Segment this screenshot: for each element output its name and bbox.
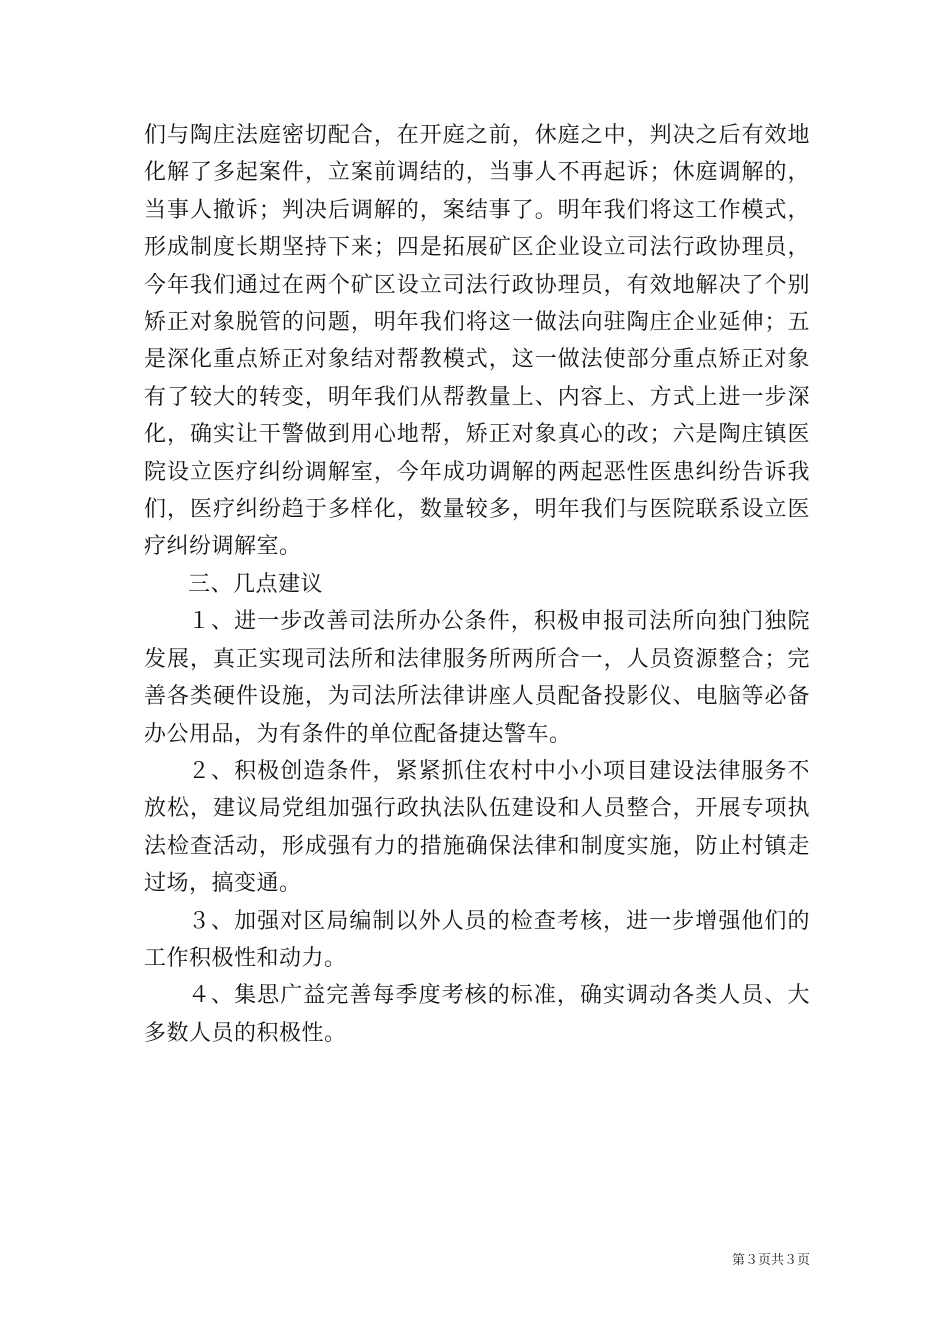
- paragraph-continuation: 们与陶庄法庭密切配合，在开庭之前，休庭之中，判决之后有效地化解了多起案件，立案前调结的，当事人不再起诉；休庭调解的，当事人撤诉；判决后调解的，案结事了。明年我们将这工作模式，形成制度长期坚持下来；四是拓展矿区企业设立司法行政协理员，今年我们通过在两个矿区设立司法行政协理员，有效地解决了个别矫正对象脱管的问题，明年我们将这一做法向驻陶庄企业延伸；五是深化重点矫正对象结对帮教模式，这一做法使部分重点矫正对象有了较大的转变，明年我们从帮教量上、内容上、方式上进一步深化，确实让干警做到用心地帮，矫正对象真心的改；六是陶庄镇医院设立医疗纠纷调解室，今年成功调解的两起恶性医患纠纷告诉我们，医疗纠纷趋于多样化，数量较多，明年我们与医院联系设立医疗纠纷调解室。: [144, 123, 810, 560]
- page-number: 第３页共３页: [731, 1253, 810, 1268]
- paragraph-suggestion-3: ３、加强对区局编制以外人员的检查考核，进一步增强他们的工作积极性和动力。: [144, 908, 810, 971]
- paragraph-suggestion-2: ２、积极创造条件，紧紧抓住农村中小小项目建设法律服务不放松，建议局党组加强行政执法队伍建设和人员整合，开展专项执法检查活动，形成强有力的措施确保法律和制度实施，防止村镇走过场，搞变通。: [144, 758, 810, 897]
- paragraph-suggestion-1: １、进一步改善司法所办公条件，积极申报司法所向独门独院发展，真正实现司法所和法律服务所两所合一，人员资源整合；完善各类硬件设施，为司法所法律讲座人员配备投影仪、电脑等必备办公用品，为有条件的单位配备捷达警车。: [144, 609, 810, 747]
- paragraph-suggestion-4: ４、集思广益完善每季度考核的标准，确实调动各类人员、大多数人员的积极性。: [144, 983, 810, 1046]
- document-body: [144, 117, 810, 1052]
- section-heading: 三、几点建议: [188, 571, 324, 597]
